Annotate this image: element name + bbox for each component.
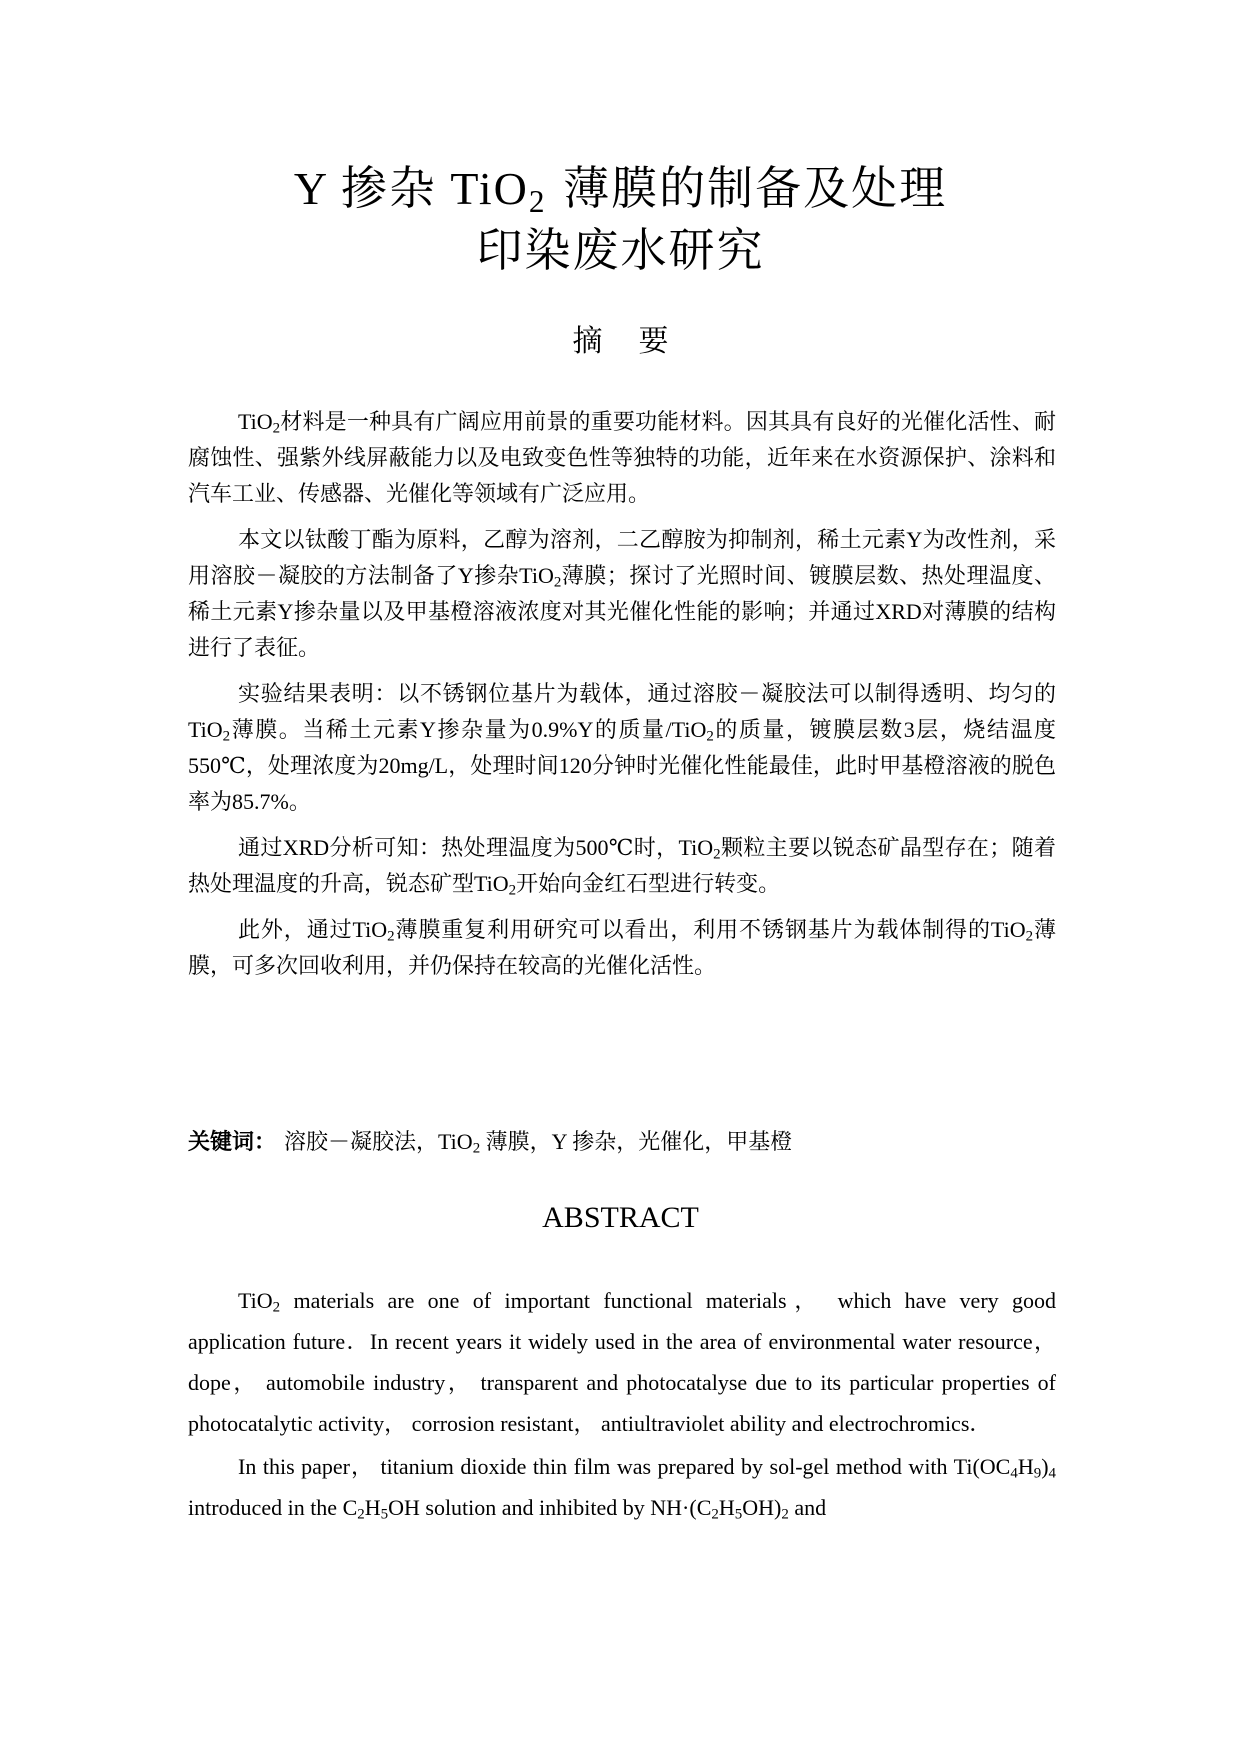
subscript: 2 [508,882,517,899]
text-run: 的质量，镀膜层数3层，烧结温度550℃，处理浓度为20mg/L，处理时间120分钟时光催化性能最佳，此时甲基橙溶液的脱色率为85.7%。 [188,717,1056,814]
text-run: ) [1041,1454,1049,1479]
text-run: H [718,1495,735,1520]
text-run: 此外，通过TiO [238,917,388,942]
subscript: 2 [553,574,562,591]
title-line-1 [0,158,1241,219]
keywords-label: 关键词： [188,1130,277,1155]
subscript: 5 [380,1506,389,1523]
text-run: 颗粒主要以锐态矿晶型存在；随着热处理温度的升高，锐态矿型TiO [188,835,1056,896]
text-run: H [1017,1454,1034,1479]
text-run: materials are one of important functional materials， which have very good application future．In recent years it widely used in the area of environmental water resource， dope， automobile industry， transparent and photocatalyse due to its particular properties of photocatalytic activity， corrosion resistant， antiultraviolet ability and electrochromics． [188,1288,1056,1436]
text-run: In this paper， titanium dioxide thin film was prepared by sol-gel method with Ti(OC [238,1454,1011,1479]
abstract-cn-paragraph-3 [188,676,1056,820]
subscript: 2 [1025,928,1034,945]
subscript: 4 [1010,1465,1018,1482]
subscript: 2 [272,1299,281,1316]
text-run: 材料是一种具有广阔应用前景的重要功能材料。因其具有良好的光催化活性、耐腐蚀性、强紫外线屏蔽能力以及电致变色性等独特的功能，近年来在水资源保护、涂料和汽车工业、传感器、光催化等领域有广泛应用。 [188,409,1056,506]
text-run: 薄膜；探讨了光照时间、镀膜层数、热处理温度、稀土元素Y掺杂量以及甲基橙溶液浓度对其光催化性能的影响；并通过XRD对薄膜的结构进行了表征。 [188,563,1056,660]
abstract-cn-body [188,404,1056,994]
subscript: 2 [222,728,231,745]
title-line-2: 印染废水研究 [476,223,765,277]
subscript: 2 [357,1506,365,1523]
abstract-en-heading: ABSTRACT [542,1201,699,1234]
text-run: OH) [742,1495,782,1520]
text-run: and [788,1495,827,1520]
text-run: 开始向金红石型进行转变。 [516,871,781,896]
subscript: 2 [711,1506,719,1523]
subscript: 5 [734,1506,743,1523]
subscript: 2 [387,928,395,945]
title-line1-post: 薄膜的制备及处理 [546,161,948,215]
text-run: introduced in the C [188,1495,358,1520]
text-run: 实验结果表明：以不锈钢位基片为载体，通过溶胶－凝胶法可以制得透明、均匀的TiO [188,681,1056,742]
abstract-cn-paragraph-5 [188,912,1056,984]
keywords-line [188,1124,1056,1161]
abstract-en-body [188,1280,1056,1530]
text-run: 薄膜，可多次回收利用，并仍保持在较高的光催化活性。 [188,917,1056,978]
abstract-cn-paragraph-1 [188,404,1056,512]
text-run: H [364,1495,381,1520]
text-run: TiO [238,409,273,434]
abstract-en-paragraph-2 [188,1446,1056,1528]
title-subscript: 2 [528,183,547,219]
title-line1-pre: Y 掺杂 TiO [293,163,529,214]
abstract-cn-heading-char-2: 要 [638,324,669,359]
text-run: OH solution and inhibited by NH·(C [388,1495,712,1520]
subscript: 2 [781,1506,789,1523]
subscript: 2 [472,1140,481,1157]
text-run: 薄膜重复利用研究可以看出，利用不锈钢基片为载体制得的TiO [394,917,1026,942]
subscript: 2 [706,728,714,745]
abstract-en-paragraph-1 [188,1280,1056,1444]
text-run: 薄膜。当稀土元素Y掺杂量为0.9%Y的质量/TiO [230,717,707,742]
abstract-cn-paragraph-2 [188,522,1056,666]
keywords-text: 溶胶－凝胶法，TiO [284,1129,473,1154]
abstract-cn-heading-char-1: 摘 [572,324,603,359]
keywords-text: 薄膜，Y 掺杂，光催化，甲基橙 [480,1129,793,1154]
subscript: 9 [1033,1465,1042,1482]
subscript: 2 [272,420,281,437]
subscript: 4 [1048,1465,1056,1482]
text-run: TiO [238,1288,273,1313]
text-run: 本文以钛酸丁酯为原料，乙醇为溶剂，二乙醇胺为抑制剂，稀土元素Y为改性剂，采用溶胶－凝胶的方法制备了Y掺杂TiO [188,527,1056,588]
abstract-cn-heading [0,322,1241,362]
text-run: 通过XRD分析可知：热处理温度为500℃时，TiO [238,835,714,860]
subscript: 2 [713,846,721,863]
abstract-cn-paragraph-4 [188,830,1056,902]
